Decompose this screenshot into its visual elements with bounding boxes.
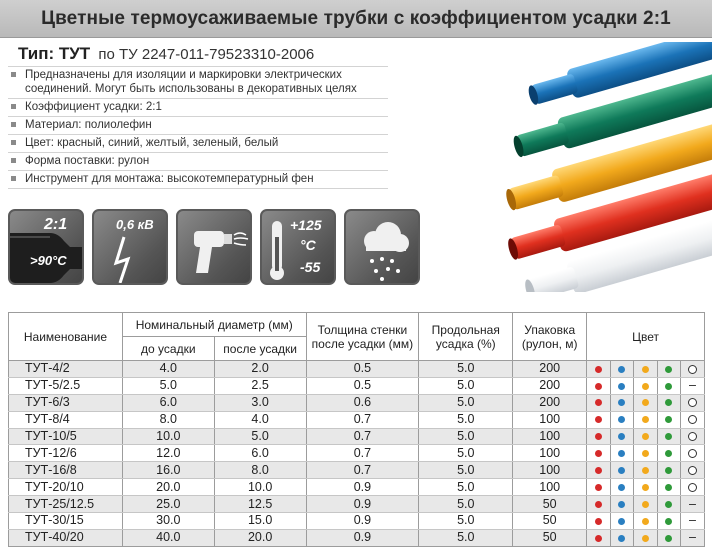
white-dot-icon — [688, 398, 697, 407]
shrink-ratio-icon — [8, 209, 84, 285]
green-dot-icon — [665, 399, 672, 406]
cell-before: 20.0 — [122, 479, 214, 496]
cell-color-blue — [610, 377, 633, 394]
cell-color-red — [587, 377, 610, 394]
cell-shrink: 5.0 — [419, 361, 513, 378]
cell-color-blue — [610, 513, 633, 530]
cell-before: 40.0 — [122, 529, 214, 546]
cell-name: ТУТ-30/15 — [9, 513, 123, 530]
white-dot-icon — [688, 415, 697, 424]
red-dot-icon — [595, 416, 602, 423]
green-dot-icon — [665, 366, 672, 373]
red-dot-icon — [595, 484, 602, 491]
red-dot-icon — [595, 518, 602, 525]
cell-color-red — [587, 361, 610, 378]
cell-wall: 0.6 — [306, 394, 419, 411]
cell-color-blue — [610, 496, 633, 513]
cell-color-red — [587, 496, 610, 513]
page-title: Цветные термоусаживаемые трубки с коэффициентом усадки 2:1 — [41, 7, 671, 29]
cell-color-green — [657, 529, 680, 546]
cell-pack: 100 — [513, 479, 587, 496]
cell-color-yellow — [634, 445, 657, 462]
cell-after: 2.0 — [214, 361, 306, 378]
green-dot-icon — [665, 467, 672, 474]
cell-wall: 0.7 — [306, 428, 419, 445]
type-label: Тип: ТУТ — [18, 44, 91, 63]
red-dot-icon — [595, 399, 602, 406]
cell-color-red — [587, 411, 610, 428]
blue-dot-icon — [618, 433, 625, 440]
cell-name: ТУТ-4/2 — [9, 361, 123, 378]
white-unavailable-mark: – — [689, 496, 696, 511]
cell-shrink: 5.0 — [419, 428, 513, 445]
cell-wall: 0.7 — [306, 445, 419, 462]
voltage-text: 0,6 кВ — [116, 217, 154, 232]
cell-pack: 200 — [513, 394, 587, 411]
col-header-after: после усадки — [214, 337, 306, 361]
col-header-longitudinal: Продольная усадка (%) — [419, 313, 513, 361]
blue-dot-icon — [618, 450, 625, 457]
cell-shrink: 5.0 — [419, 377, 513, 394]
cell-color-green — [657, 428, 680, 445]
table-row — [9, 361, 705, 378]
cell-color-red — [587, 513, 610, 530]
red-dot-icon — [595, 433, 602, 440]
standard-text: по ТУ 2247-011-79523310-2006 — [98, 46, 315, 63]
cell-after: 5.0 — [214, 428, 306, 445]
blue-dot-icon — [618, 501, 625, 508]
cell-pack: 100 — [513, 462, 587, 479]
cell-color-yellow — [634, 411, 657, 428]
white-unavailable-mark: – — [689, 530, 696, 545]
cell-color-green — [657, 411, 680, 428]
green-dot-icon — [665, 501, 672, 508]
red-dot-icon — [595, 450, 602, 457]
cell-shrink: 5.0 — [419, 445, 513, 462]
cell-pack: 100 — [513, 445, 587, 462]
cell-before: 6.0 — [122, 394, 214, 411]
bullet-icon — [11, 104, 16, 109]
cell-after: 10.0 — [214, 479, 306, 496]
thermometer-icon — [260, 209, 336, 285]
cell-after: 8.0 — [214, 462, 306, 479]
cell-color-yellow — [634, 394, 657, 411]
cell-color-green — [657, 462, 680, 479]
cell-color-green — [657, 377, 680, 394]
cell-after: 3.0 — [214, 394, 306, 411]
cell-wall: 0.9 — [306, 529, 419, 546]
yellow-dot-icon — [642, 433, 649, 440]
cell-shrink: 5.0 — [419, 496, 513, 513]
cell-color-yellow — [634, 513, 657, 530]
blue-dot-icon — [618, 484, 625, 491]
blue-dot-icon — [618, 518, 625, 525]
cell-color-white — [680, 529, 704, 546]
temp-text: >90°C — [30, 253, 67, 268]
property-text: Материал: полиолефин — [25, 119, 152, 131]
cell-color-red — [587, 394, 610, 411]
table-row — [9, 411, 705, 428]
cell-color-yellow — [634, 479, 657, 496]
white-dot-icon — [688, 466, 697, 475]
green-dot-icon — [665, 535, 672, 542]
heat-gun-icon — [176, 209, 252, 285]
cell-color-yellow — [634, 361, 657, 378]
property-item — [8, 135, 388, 153]
cell-wall: 0.9 — [306, 479, 419, 496]
blue-dot-icon — [618, 535, 625, 542]
table-row — [9, 377, 705, 394]
temp-low-text: -55 — [300, 259, 321, 275]
cell-color-red — [587, 445, 610, 462]
temp-unit-text: °C — [300, 237, 316, 253]
cell-pack: 50 — [513, 496, 587, 513]
cell-color-blue — [610, 411, 633, 428]
cell-after: 15.0 — [214, 513, 306, 530]
cell-color-blue — [610, 361, 633, 378]
cell-before: 8.0 — [122, 411, 214, 428]
red-dot-icon — [595, 383, 602, 390]
cell-before: 10.0 — [122, 428, 214, 445]
cell-after: 2.5 — [214, 377, 306, 394]
property-item — [8, 171, 388, 189]
cell-after: 4.0 — [214, 411, 306, 428]
cell-pack: 100 — [513, 411, 587, 428]
cell-color-blue — [610, 529, 633, 546]
cell-wall: 0.5 — [306, 361, 419, 378]
cell-wall: 0.9 — [306, 513, 419, 530]
cell-before: 30.0 — [122, 513, 214, 530]
cell-pack: 200 — [513, 377, 587, 394]
cell-color-white — [680, 361, 704, 378]
yellow-dot-icon — [642, 535, 649, 542]
cell-shrink: 5.0 — [419, 394, 513, 411]
table-body — [9, 361, 705, 547]
cell-color-red — [587, 529, 610, 546]
red-dot-icon — [595, 366, 602, 373]
cell-name: ТУТ-25/12.5 — [9, 496, 123, 513]
col-header-wall: Толщина стенки после усадки (мм) — [306, 313, 419, 361]
voltage-icon — [92, 209, 168, 285]
cell-after: 12.5 — [214, 496, 306, 513]
cell-name: ТУТ-10/5 — [9, 428, 123, 445]
yellow-dot-icon — [642, 467, 649, 474]
cell-color-blue — [610, 479, 633, 496]
cell-color-yellow — [634, 377, 657, 394]
type-line — [18, 44, 314, 64]
cell-pack: 50 — [513, 513, 587, 530]
col-header-before: до усадки — [122, 337, 214, 361]
spec-table — [8, 312, 705, 547]
cell-wall: 0.7 — [306, 462, 419, 479]
yellow-dot-icon — [642, 366, 649, 373]
property-text: Коэффициент усадки: 2:1 — [25, 101, 162, 113]
table-row — [9, 529, 705, 546]
cell-color-blue — [610, 428, 633, 445]
yellow-dot-icon — [642, 501, 649, 508]
col-header-nominal: Номинальный диаметр (мм) — [122, 313, 306, 337]
table-row — [9, 479, 705, 496]
cell-pack: 50 — [513, 529, 587, 546]
green-dot-icon — [665, 383, 672, 390]
white-dot-icon — [688, 449, 697, 458]
ratio-text: 2:1 — [44, 216, 68, 233]
feature-icons — [8, 209, 420, 285]
cell-color-white — [680, 479, 704, 496]
cell-shrink: 5.0 — [419, 529, 513, 546]
cell-name: ТУТ-12/6 — [9, 445, 123, 462]
red-dot-icon — [595, 535, 602, 542]
bullet-icon — [11, 122, 16, 127]
cell-color-white — [680, 462, 704, 479]
green-dot-icon — [665, 433, 672, 440]
cell-before: 16.0 — [122, 462, 214, 479]
table-row — [9, 496, 705, 513]
cell-name: ТУТ-5/2.5 — [9, 377, 123, 394]
table-row — [9, 394, 705, 411]
property-text: Форма поставки: рулон — [25, 155, 150, 167]
properties-list — [8, 66, 388, 189]
cell-color-yellow — [634, 462, 657, 479]
blue-dot-icon — [618, 366, 625, 373]
col-header-pack: Упаковка (рулон, м) — [513, 313, 587, 361]
cell-color-white — [680, 445, 704, 462]
bullet-icon — [11, 72, 16, 77]
blue-dot-icon — [618, 383, 625, 390]
bullet-icon — [11, 140, 16, 145]
temp-high-text: +125 — [290, 217, 322, 233]
table-row — [9, 445, 705, 462]
cell-color-green — [657, 445, 680, 462]
white-dot-icon — [688, 483, 697, 492]
title-banner — [0, 0, 712, 38]
yellow-dot-icon — [642, 518, 649, 525]
cell-color-blue — [610, 394, 633, 411]
property-text: Предназначены для изоляции и маркировки электрических соединений. Могут быть использованы в декоративных целях — [25, 69, 357, 95]
cell-color-white — [680, 496, 704, 513]
cell-wall: 0.7 — [306, 411, 419, 428]
cell-color-green — [657, 361, 680, 378]
cell-name: ТУТ-6/3 — [9, 394, 123, 411]
col-header-color: Цвет — [587, 313, 705, 361]
blue-dot-icon — [618, 416, 625, 423]
cell-name: ТУТ-16/8 — [9, 462, 123, 479]
product-tubes-image — [470, 42, 712, 292]
cell-color-green — [657, 479, 680, 496]
cell-after: 20.0 — [214, 529, 306, 546]
cell-color-white — [680, 411, 704, 428]
cell-color-white — [680, 377, 704, 394]
cell-color-green — [657, 496, 680, 513]
cell-before: 5.0 — [122, 377, 214, 394]
cell-color-green — [657, 394, 680, 411]
cell-name: ТУТ-40/20 — [9, 529, 123, 546]
property-item — [8, 67, 388, 99]
cell-color-yellow — [634, 496, 657, 513]
property-item — [8, 117, 388, 135]
yellow-dot-icon — [642, 484, 649, 491]
cell-pack: 200 — [513, 361, 587, 378]
cell-after: 6.0 — [214, 445, 306, 462]
cell-name: ТУТ-8/4 — [9, 411, 123, 428]
cell-color-white — [680, 513, 704, 530]
table-row — [9, 513, 705, 530]
table-row — [9, 462, 705, 479]
table-row — [9, 428, 705, 445]
property-text: Цвет: красный, синий, желтый, зеленый, белый — [25, 137, 279, 149]
cell-color-red — [587, 462, 610, 479]
yellow-dot-icon — [642, 450, 649, 457]
cell-before: 4.0 — [122, 361, 214, 378]
green-dot-icon — [665, 450, 672, 457]
cell-shrink: 5.0 — [419, 462, 513, 479]
cell-shrink: 5.0 — [419, 479, 513, 496]
cell-color-green — [657, 513, 680, 530]
green-dot-icon — [665, 416, 672, 423]
weather-icon — [344, 209, 420, 285]
cell-pack: 100 — [513, 428, 587, 445]
cell-wall: 0.5 — [306, 377, 419, 394]
cell-shrink: 5.0 — [419, 513, 513, 530]
white-dot-icon — [688, 432, 697, 441]
cell-color-red — [587, 479, 610, 496]
property-item — [8, 99, 388, 117]
cell-color-white — [680, 428, 704, 445]
cell-before: 12.0 — [122, 445, 214, 462]
cell-color-yellow — [634, 529, 657, 546]
white-unavailable-mark: – — [689, 378, 696, 393]
property-text: Инструмент для монтажа: высокотемпературный фен — [25, 173, 314, 185]
cell-color-blue — [610, 445, 633, 462]
yellow-dot-icon — [642, 383, 649, 390]
cell-color-blue — [610, 462, 633, 479]
green-dot-icon — [665, 484, 672, 491]
cell-wall: 0.9 — [306, 496, 419, 513]
cell-color-white — [680, 394, 704, 411]
property-item — [8, 153, 388, 171]
blue-dot-icon — [618, 399, 625, 406]
yellow-dot-icon — [642, 399, 649, 406]
cell-name: ТУТ-20/10 — [9, 479, 123, 496]
cell-color-red — [587, 428, 610, 445]
col-header-name: Наименование — [9, 313, 123, 361]
bullet-icon — [11, 158, 16, 163]
white-unavailable-mark: – — [689, 513, 696, 528]
cell-color-yellow — [634, 428, 657, 445]
bullet-icon — [11, 176, 16, 181]
cell-shrink: 5.0 — [419, 411, 513, 428]
cell-before: 25.0 — [122, 496, 214, 513]
blue-dot-icon — [618, 467, 625, 474]
white-dot-icon — [688, 365, 697, 374]
red-dot-icon — [595, 467, 602, 474]
yellow-dot-icon — [642, 416, 649, 423]
green-dot-icon — [665, 518, 672, 525]
red-dot-icon — [595, 501, 602, 508]
